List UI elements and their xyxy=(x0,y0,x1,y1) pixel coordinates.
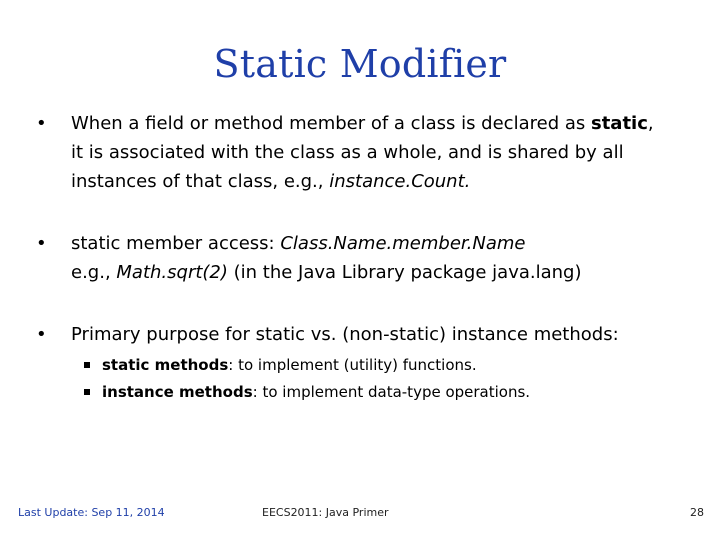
footer-last-update: Last Update: Sep 11, 2014 xyxy=(18,506,165,519)
slide-title: Static Modifier xyxy=(213,42,507,86)
page-number: 28 xyxy=(690,506,704,519)
bullet-line xyxy=(71,167,711,196)
code-example: Class.Name.member.Name xyxy=(280,233,526,254)
text-run: : to implement data-type operations. xyxy=(252,383,531,401)
square-bullet-icon xyxy=(84,389,90,395)
bullet-dot: • xyxy=(36,233,47,254)
square-bullet-icon xyxy=(84,362,90,368)
term: static methods xyxy=(102,356,229,374)
bullet-dot: • xyxy=(36,113,47,134)
term: instance methods xyxy=(102,383,253,401)
sub-bullet-static-methods xyxy=(84,352,477,379)
bullet-line xyxy=(71,229,711,258)
bullet-body: Primary purpose for static vs. (non-static) instance methods: xyxy=(71,324,619,345)
bullet-body xyxy=(71,229,711,287)
text-run: static member access: xyxy=(71,233,281,254)
text-run: instances of that class, e.g., xyxy=(71,171,330,192)
text-run: e.g., xyxy=(71,262,117,283)
text-run: : to implement (utility) functions. xyxy=(228,356,477,374)
footer-course: EECS2011: Java Primer xyxy=(262,506,389,519)
text-run: When a field or method member of a class is declared as xyxy=(71,113,591,134)
code-example: instance.Count. xyxy=(329,171,471,192)
text-run: , xyxy=(647,113,654,134)
bullet-line: it is associated with the class as a whole, and is shared by all xyxy=(71,142,624,163)
bullet-line xyxy=(71,109,711,138)
code-example: Math.sqrt(2) xyxy=(116,262,228,283)
text-run: (in the Java Library package java.lang) xyxy=(227,262,582,283)
bullet-body xyxy=(71,109,711,196)
bullet-dot: • xyxy=(36,324,47,345)
sub-bullet-instance-methods xyxy=(84,379,530,406)
keyword-static: static xyxy=(590,113,648,134)
bullet-line xyxy=(71,258,711,287)
